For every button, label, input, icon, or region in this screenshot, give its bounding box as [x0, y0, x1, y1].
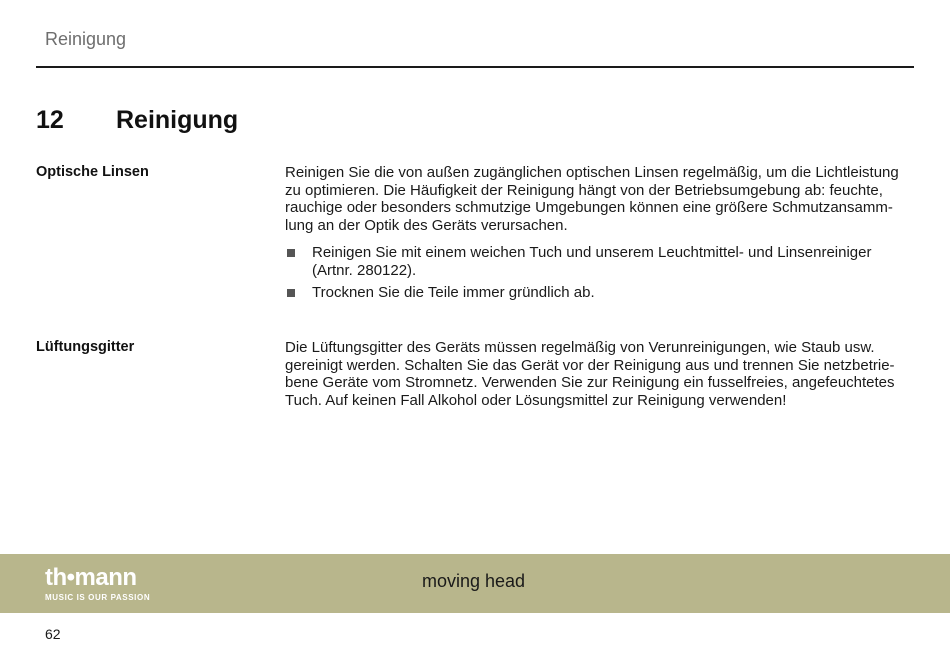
- chapter-number: 12: [36, 106, 64, 134]
- header-rule: [36, 66, 914, 68]
- list-item: [285, 284, 901, 302]
- page-number: 62: [45, 626, 61, 642]
- running-header: Reinigung: [45, 29, 127, 49]
- chapter-heading: [36, 106, 238, 135]
- footer-band: [0, 554, 950, 613]
- list-item-text: Trocknen Sie die Teile immer gründlich ab.: [312, 283, 595, 301]
- product-name: moving head: [422, 571, 526, 591]
- square-bullet-icon: [287, 289, 295, 297]
- section-body-optische-linsen: [285, 164, 901, 305]
- section-body-lueftungsgitter: [285, 339, 901, 409]
- chapter-title: Reinigung: [116, 106, 239, 134]
- section-label-optische-linsen: Optische Linsen: [36, 164, 149, 180]
- bullet-list: [285, 244, 901, 301]
- brand-tagline: MUSIC IS OUR PASSION: [45, 593, 151, 602]
- section-label-lueftungsgitter: Lüftungsgitter: [36, 339, 135, 355]
- list-item-text: Reinigen Sie mit einem weichen Tuch und unserem Leuchtmittel- und Linsenreiniger (Artnr. 280122).: [312, 244, 872, 279]
- section-paragraph: Die Lüftungsgitter des Geräts müssen regelmäßig von Verunreinigungen, wie Staub usw. gereinigt werden. Schalten Sie das Gerät vor der Reinigung aus und trennen Sie netzbetrie-bene Geräte vom Stromnetz. Verwenden Sie zur Reinigung ein fusselfreies, angefeuchtetes Tuch. Auf keinen Fall Alkohol oder Lösungsmittel zur Reinigung verwenden!: [285, 339, 895, 409]
- list-item: [285, 244, 901, 279]
- section-paragraph: Reinigen Sie die von außen zugänglichen optischen Linsen regelmäßig, um die Lichtleistung zu optimieren. Die Häufigkeit der Reinigung hängt von der Betriebsumgebung ab: feuchte, rauchige oder besonders schmutzige Umgebungen können eine größere Schmutzansamm-lung an der Optik des Geräts verursachen.: [285, 164, 899, 234]
- brand-name: th•mann: [45, 564, 137, 591]
- thomann-logo: [45, 566, 150, 602]
- square-bullet-icon: [287, 249, 295, 257]
